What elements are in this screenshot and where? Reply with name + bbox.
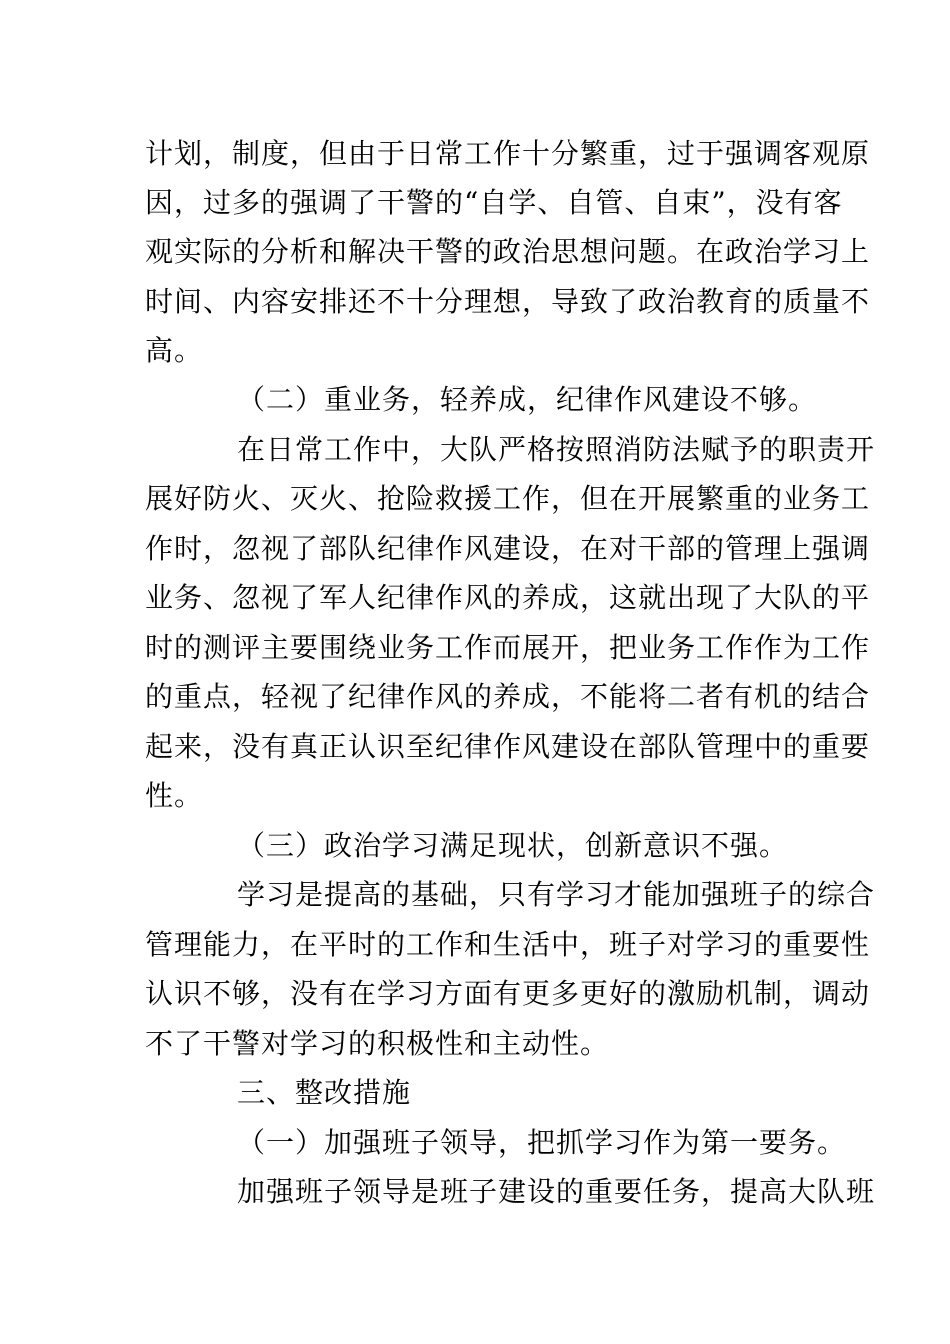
paragraph-line: 作时，忽视了部队纪律作风建设，在对干部的管理上强调 — [145, 532, 871, 565]
paragraph-line: 业务、忽视了军人纪律作风的养成，这就出现了大队的平 — [145, 581, 871, 614]
section-heading: （三）政治学习满足现状，创新意识不强。 — [237, 829, 789, 862]
paragraph-line: 起来，没有真正认识至纪律作风建设在部队管理中的重要 — [145, 730, 871, 763]
paragraph-line: 认识不够，没有在学习方面有更多更好的激励机制，调动 — [145, 977, 871, 1010]
paragraph-line: 性。 — [145, 779, 204, 812]
paragraph-line: 计划，制度，但由于日常工作十分繁重，过于强调客观原 — [145, 137, 871, 170]
paragraph-line: 观实际的分析和解决干警的政治思想问题。在政治学习上 — [145, 235, 871, 268]
paragraph-line: 加强班子领导是班子建设的重要任务，提高大队班 — [237, 1175, 876, 1208]
paragraph-line: 学习是提高的基础，只有学习才能加强班子的综合 — [237, 878, 876, 911]
paragraph-line: 的重点，轻视了纪律作风的养成，不能将二者有机的结合 — [145, 680, 871, 713]
paragraph-line: 展好防火、灭火、抢险救援工作，但在开展繁重的业务工 — [145, 482, 871, 515]
paragraph-line: 因，过多的强调了干警的“自学、自管、自束”，没有客 — [145, 186, 843, 219]
paragraph-line: 高。 — [145, 334, 204, 367]
paragraph-line: 时间、内容安排还不十分理想，导致了政治教育的质量不 — [145, 285, 871, 318]
section-heading: 三、整改措施 — [237, 1076, 412, 1109]
paragraph-line: 在日常工作中，大队严格按照消防法赋予的职责开 — [237, 433, 876, 466]
paragraph-line: 时的测评主要围绕业务工作而展开，把业务工作作为工作 — [145, 631, 871, 664]
paragraph-line: 管理能力，在平时的工作和生活中，班子对学习的重要性 — [145, 928, 871, 961]
section-heading: （一）加强班子领导，把抓学习作为第一要务。 — [237, 1126, 847, 1159]
paragraph-line: 不了干警对学习的积极性和主动性。 — [145, 1027, 610, 1060]
section-heading: （二）重业务，轻养成，纪律作风建设不够。 — [237, 383, 818, 416]
